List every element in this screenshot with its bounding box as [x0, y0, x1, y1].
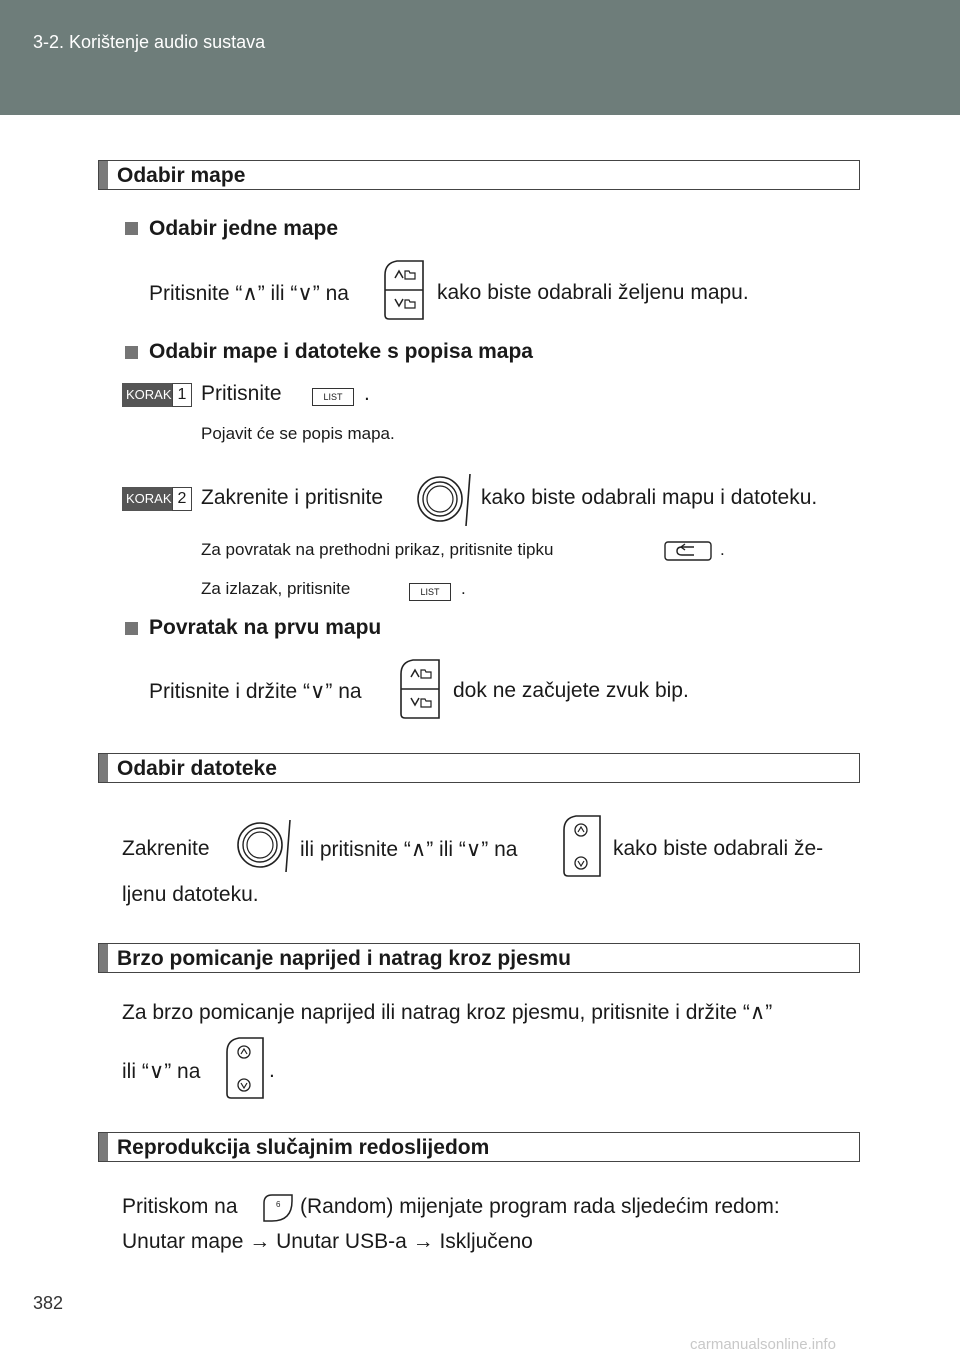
list-button-icon: LIST	[409, 583, 451, 601]
section-title: Odabir datoteke	[117, 757, 277, 780]
instruction-text: ljenu datoteku.	[122, 883, 259, 906]
instruction-text: (Random) mijenjate program rada sljedećim redom:	[300, 1195, 780, 1218]
subheading-single-folder: Odabir jedne mape	[149, 217, 339, 240]
step-tag: KORAK	[122, 487, 172, 511]
instruction-text: Zakrenite i pritisnite	[201, 486, 384, 509]
bullet-square	[125, 222, 138, 235]
subheading-folder-list: Odabir mape i datoteke s popisa mapa	[149, 340, 533, 363]
step-number: 1	[172, 383, 192, 407]
page-number: 382	[33, 1293, 64, 1313]
instruction-text: ili “∨” na	[122, 1060, 201, 1083]
tune-knob-icon	[234, 818, 294, 874]
breadcrumb: 3-2. Korištenje audio sustava	[33, 32, 266, 52]
note-text: .	[720, 540, 725, 559]
section-accent-bar	[99, 1133, 108, 1161]
watermark: carmanualsonline.info	[690, 1336, 836, 1353]
section-accent-bar	[99, 944, 108, 972]
instruction-text: Zakrenite	[122, 837, 210, 860]
instruction-text: Za brzo pomicanje naprijed ili natrag kroz pjesmu, pritisnite i držite “∧”	[122, 1001, 773, 1024]
instruction-text: .	[269, 1059, 275, 1082]
instruction-text: dok ne začujete zvuk bip.	[453, 679, 689, 702]
section-header-file	[98, 753, 860, 783]
section-accent-bar	[99, 754, 108, 782]
section-title: Reprodukcija slučajnim redoslijedom	[117, 1136, 490, 1159]
section-title: Brzo pomicanje naprijed i natrag kroz pjesmu	[117, 947, 571, 970]
list-button-icon: LIST	[312, 388, 354, 406]
step-badge-1	[122, 383, 192, 407]
instruction-text: kako biste odabrali željenu mapu.	[437, 281, 749, 304]
section-header-fast	[98, 943, 860, 973]
preset-key-label: 6	[276, 1200, 281, 1209]
instruction-text: Pritisnite “∧” ili “∨” na	[149, 282, 349, 305]
preset-6-button-icon	[262, 1193, 294, 1223]
back-button-icon	[664, 541, 712, 561]
section-title: Odabir mape	[117, 164, 246, 187]
instruction-text: .	[364, 382, 370, 405]
bullet-square	[125, 622, 138, 635]
instruction-text: kako biste odabrali že-	[613, 837, 824, 860]
bullet-square	[125, 346, 138, 359]
instruction-text: Pritisnite i držite “∨” na	[149, 680, 362, 703]
step-badge-2	[122, 487, 192, 511]
note-text: Za izlazak, pritisnite	[201, 579, 351, 598]
track-updown-switch-icon	[562, 814, 602, 878]
tune-knob-icon	[414, 472, 474, 528]
instruction-text: kako biste odabrali mapu i datoteku.	[481, 486, 818, 509]
section-header-folder	[98, 160, 860, 190]
subheading-first-folder: Povratak na prvu mapu	[149, 616, 382, 639]
note-text: .	[461, 579, 466, 598]
instruction-text: Pritiskom na	[122, 1195, 238, 1218]
note-text: Pojavit će se popis mapa.	[201, 424, 395, 443]
header-bar	[0, 0, 960, 115]
section-accent-bar	[99, 161, 108, 189]
folder-updown-switch-icon	[383, 259, 425, 321]
note-text: Za povratak na prethodni prikaz, pritisnite tipku	[201, 540, 554, 559]
folder-updown-switch-icon	[399, 658, 441, 720]
step-tag: KORAK	[122, 383, 172, 407]
section-header-random	[98, 1132, 860, 1162]
instruction-text: Pritisnite	[201, 382, 282, 405]
instruction-text: ili pritisnite “∧” ili “∨” na	[300, 838, 518, 861]
instruction-text: Unutar mape → Unutar USB-a → Isključeno	[122, 1230, 533, 1253]
step-number: 2	[172, 487, 192, 511]
track-updown-switch-icon	[225, 1036, 265, 1100]
